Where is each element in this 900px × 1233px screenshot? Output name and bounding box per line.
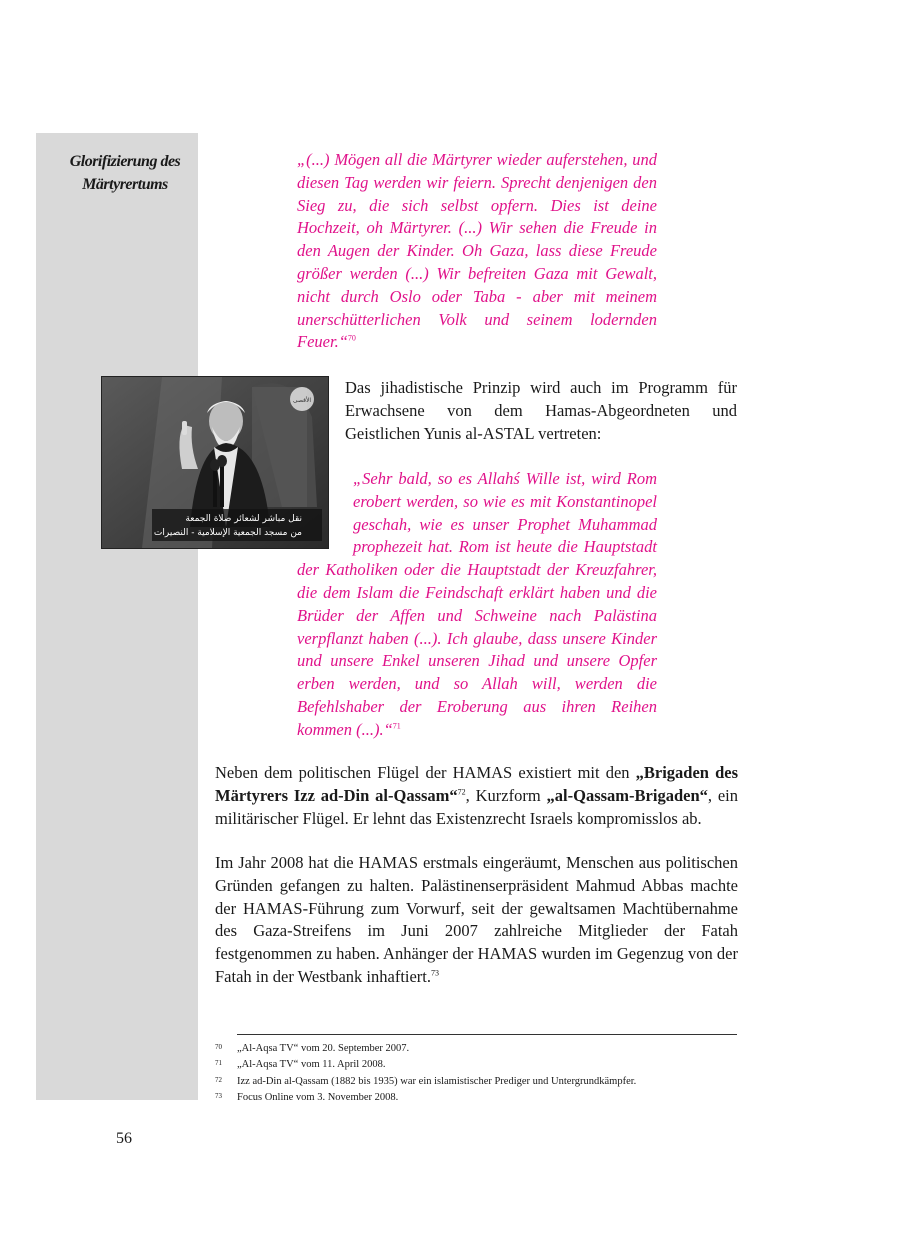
margin-heading-line2: Märtyrertums — [82, 176, 168, 193]
footnotes — [215, 1041, 745, 1106]
quote-2-text: „Sehr bald, so es Allahś Wille ist, wird Rom erobert werden, so wie es mit Konstantinopel geschah, wie es unser Prophet Muhammad prophezeit hat. Rom ist heute die Hauptstadt der Katholiken oder die Hauptstadt der Kreuzfahrer, die dem Islam die Feindschaft erklärt haben und die Brüder der Affen und Schweine nach Palästina verpflanzt haben (...). Ich glaube, dass unsere Kinder und unsere Enkel unseren Jihad und unsere Opfer erben werden, und so Allah will, werden die Befehlshaber der Eroberung aus ihren Reihen kommen (...).“ — [297, 469, 657, 739]
intro-paragraph: Das jihadistische Prinzip wird auch im Programm für Erwachsene von dem Hamas-Abgeordneten und Geistlichen Yunis al-ASTAL vertreten: — [345, 378, 737, 443]
footnote-ref-72: 72 — [457, 787, 466, 797]
footnote-text: „Al-Aqsa TV“ vom 11. April 2008. — [237, 1059, 386, 1071]
footnote-number: 70 — [215, 1043, 222, 1051]
footnote-divider — [237, 1034, 737, 1035]
footnote-item — [215, 1041, 745, 1057]
margin-heading — [50, 150, 200, 196]
footnote-item — [215, 1057, 745, 1073]
footnote-item — [215, 1074, 745, 1090]
footnote-number: 73 — [215, 1091, 222, 1100]
footnote-ref-70: 70 — [347, 333, 356, 343]
footnote-ref-73: 73 — [431, 968, 440, 978]
body-paragraph-1 — [215, 762, 738, 830]
para1-text-c: , ein militärischer Flügel. Er lehnt das Existenzrecht Israels kompromisslos ab. — [215, 785, 738, 828]
para1-text-b: , Kurzform — [465, 785, 547, 805]
quote-block-2 — [297, 468, 657, 742]
para2-text: Im Jahr 2008 hat die HAMAS erstmals eingeräumt, Menschen aus politischen Gründen gefangen zu halten. Palästinenserpräsident Mahmud Abbas machte der HAMAS-Führung zum Vorwurf, seit der gewaltsamen Machtübernahme des Gaza-Streifens im Juni 2007 zahlreiche Mitglieder der Fatah festgenommen zu haben. Anhänger der HAMAS wurden im Gegenzug von der Fatah in der Westbank inhaftiert. — [215, 853, 738, 986]
para1-bold-short-form: „al-Qassam-Brigaden“ — [546, 785, 708, 805]
page-number: 56 — [116, 1130, 132, 1147]
para1-bold-brigades: „Brigaden des Märtyrers Izz ad-Din al-Qassam“ — [215, 763, 738, 805]
tv-logo: الأقصى — [292, 397, 312, 404]
image-wrap-spacer — [297, 468, 353, 552]
footnote-text: Izz ad-Din al-Qassam (1882 bis 1935) war ein islamistischer Prediger und Untergrundkämpfer. — [237, 1075, 637, 1087]
footnote-number: 71 — [215, 1059, 222, 1068]
footnote-text: Focus Online vom 3. November 2008. — [237, 1091, 399, 1103]
image-caption-line1: نقل مباشر لشعائر صلاة الجمعة — [185, 514, 302, 524]
para1-text-a: Neben dem politischen Flügel der HAMAS existiert mit den — [215, 763, 636, 782]
preacher-photo — [102, 377, 328, 548]
video-still-image — [101, 376, 329, 549]
footnote-item — [215, 1090, 745, 1106]
image-caption-line2: من مسجد الجمعية الإسلامية - النصيرات — [153, 528, 302, 538]
quote-block-1 — [297, 149, 657, 354]
quote-1-text: „(...) Mögen all die Märtyrer wieder auferstehen, und diesen Tag werden wir feiern. Sprecht denjenigen den Sieg zu, die sich selbst opfern. Dies ist deine Hochzeit, oh Märtyrer. (...) Wir sehen die Freude in den Augen der Kinder. Oh Gaza, lass diese Freude größer werden (...) Wir befreiten Gaza mit Gewalt, nicht durch Oslo oder Taba - aber mit meinem unerschütterlichen Volk und seinem lodernden Feuer.“ — [297, 150, 657, 352]
footnote-text: „Al-Aqsa TV“ vom 20. September 2007. — [237, 1043, 410, 1054]
margin-heading-line1: Glorifizierung des — [69, 153, 181, 170]
footnote-number: 72 — [215, 1075, 222, 1084]
footnote-ref-71: 71 — [392, 721, 401, 731]
sidebar-band — [36, 133, 198, 1100]
body-paragraph-2 — [215, 852, 738, 989]
